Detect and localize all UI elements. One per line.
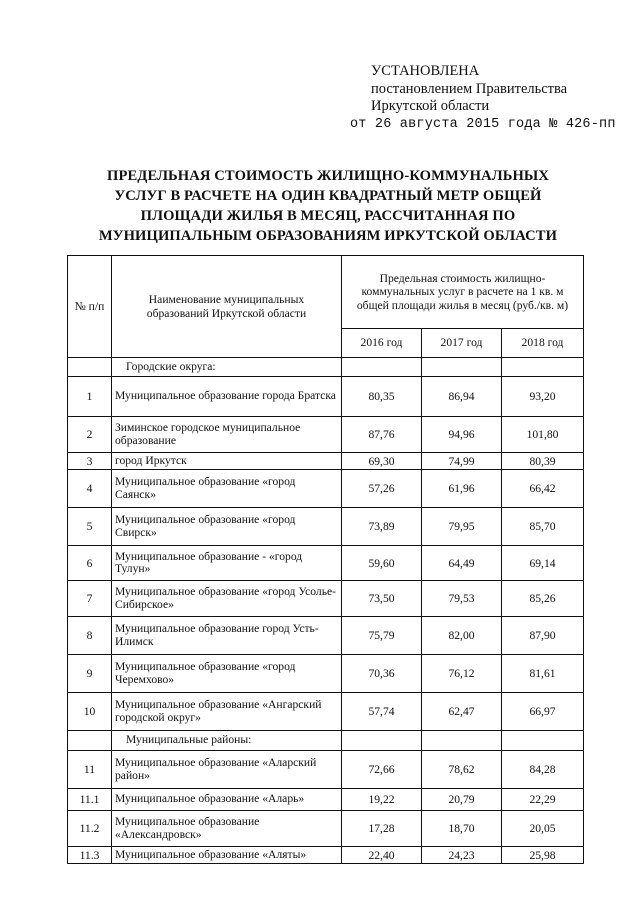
cost-2016: 75,79 — [342, 617, 422, 655]
municipality-name: Зиминское городское муниципальное образование — [112, 417, 342, 453]
municipality-name: Муниципальное образование «Аляты» — [112, 847, 342, 864]
table-row — [68, 617, 584, 655]
table-body — [68, 358, 584, 864]
row-number: 11.2 — [68, 811, 112, 847]
cost-2017: 62,47 — [422, 693, 502, 731]
cost-2017: 24,23 — [422, 847, 502, 864]
approval-stamp — [350, 63, 637, 133]
section-label-districts: Муниципальные районы: — [112, 731, 342, 751]
row-number: 4 — [68, 470, 112, 508]
cost-2016: 87,76 — [342, 417, 422, 453]
stamp-resolution: постановлением Правительства — [371, 80, 568, 97]
title-line-2: УСЛУГ В РАСЧЕТЕ НА ОДИН КВАДРАТНЫЙ МЕТР ОБЩЕЙ — [114, 188, 542, 204]
cost-2017: 18,70 — [422, 811, 502, 847]
table-row — [68, 655, 584, 693]
row-number: 11.1 — [68, 789, 112, 811]
table-row — [68, 693, 584, 731]
stamp-approved: УСТАНОВЛЕНА — [371, 63, 480, 79]
header-year-2017: 2017 год — [422, 329, 502, 358]
table-row — [68, 546, 584, 581]
row-number: 3 — [68, 453, 112, 470]
cost-2018: 80,39 — [502, 453, 584, 470]
municipality-name: Муниципальное образование «город Черемхово» — [112, 655, 342, 693]
municipality-name: Муниципальное образование города Братска — [112, 377, 342, 417]
table-row — [68, 453, 584, 470]
cost-2017: 61,96 — [422, 470, 502, 508]
cost-2016: 57,74 — [342, 693, 422, 731]
cost-2016: 72,66 — [342, 751, 422, 789]
municipality-name: город Иркутск — [112, 453, 342, 470]
cost-2017: 76,12 — [422, 655, 502, 693]
cost-2016: 70,36 — [342, 655, 422, 693]
cost-2017: 79,95 — [422, 508, 502, 546]
row-number: 11 — [68, 751, 112, 789]
cost-2018: 85,26 — [502, 581, 584, 617]
cost-2018: 20,05 — [502, 811, 584, 847]
cost-2018: 81,61 — [502, 655, 584, 693]
section-cell-empty — [342, 731, 422, 751]
table-row — [68, 470, 584, 508]
table-row — [68, 789, 584, 811]
stamp-date-number: от 26 августа 2015 года № 426-пп — [350, 116, 616, 132]
cost-2018: 85,70 — [502, 508, 584, 546]
table-row — [68, 581, 584, 617]
section-cell-empty — [68, 731, 112, 751]
section-cell-empty — [342, 358, 422, 377]
section-cell-empty — [502, 731, 584, 751]
table-row — [68, 847, 584, 864]
municipality-name: Муниципальное образование город Усть-Илимск — [112, 617, 342, 655]
row-number: 7 — [68, 581, 112, 617]
row-number: 8 — [68, 617, 112, 655]
cost-2018: 22,29 — [502, 789, 584, 811]
cost-2017: 20,79 — [422, 789, 502, 811]
cost-2017: 86,94 — [422, 377, 502, 417]
municipality-name: Муниципальное образование «город Саянск» — [112, 470, 342, 508]
header-year-2016: 2016 год — [342, 329, 422, 358]
document-title — [60, 166, 596, 246]
cost-2016: 17,28 — [342, 811, 422, 847]
cost-2016: 80,35 — [342, 377, 422, 417]
title-line-4: МУНИЦИПАЛЬНЫМ ОБРАЗОВАНИЯМ ИРКУТСКОЙ ОБЛАСТИ — [98, 228, 558, 244]
cost-2016: 57,26 — [342, 470, 422, 508]
cost-2018: 66,42 — [502, 470, 584, 508]
header-cost: Предельная стоимость жилищно-коммунальных услуг в расчете на 1 кв. м общей площади жилья в месяц (руб./кв. м) — [342, 256, 584, 329]
cost-2017: 79,53 — [422, 581, 502, 617]
section-label-cities: Городские округа: — [112, 358, 342, 377]
cost-2016: 19,22 — [342, 789, 422, 811]
cost-2017: 78,62 — [422, 751, 502, 789]
row-number: 11.3 — [68, 847, 112, 864]
title-line-1: ПРЕДЕЛЬНАЯ СТОИМОСТЬ ЖИЛИЩНО-КОММУНАЛЬНЫХ — [107, 168, 549, 184]
title-line-3: ПЛОЩАДИ ЖИЛЬЯ В МЕСЯЦ, РАССЧИТАННАЯ ПО — [140, 208, 516, 224]
row-number: 5 — [68, 508, 112, 546]
cost-2018: 87,90 — [502, 617, 584, 655]
header-number: № п/п — [68, 256, 112, 358]
cost-table — [67, 255, 584, 864]
cost-2018: 84,28 — [502, 751, 584, 789]
cost-2016: 73,50 — [342, 581, 422, 617]
table-row — [68, 751, 584, 789]
cost-2016: 22,40 — [342, 847, 422, 864]
municipality-name: Муниципальное образование «Александровск» — [112, 811, 342, 847]
row-number: 9 — [68, 655, 112, 693]
section-row-districts — [68, 731, 584, 751]
cost-2017: 94,96 — [422, 417, 502, 453]
cost-2017: 64,49 — [422, 546, 502, 581]
stamp-region: Иркутской области — [371, 98, 490, 114]
table-row — [68, 811, 584, 847]
row-number: 10 — [68, 693, 112, 731]
municipality-name: Муниципальное образование «город Усолье-Сибирское» — [112, 581, 342, 617]
municipality-name: Муниципальное образование - «город Тулун» — [112, 546, 342, 581]
cost-2018: 101,80 — [502, 417, 584, 453]
section-row-cities — [68, 358, 584, 377]
cost-2018: 93,20 — [502, 377, 584, 417]
header-municipality: Наименование муниципальных образований Иркутской области — [112, 256, 342, 358]
section-cell-empty — [422, 731, 502, 751]
row-number: 6 — [68, 546, 112, 581]
section-cell-empty — [422, 358, 502, 377]
municipality-name: Муниципальное образование «город Свирск» — [112, 508, 342, 546]
section-cell-empty — [502, 358, 584, 377]
cost-2018: 25,98 — [502, 847, 584, 864]
cost-2016: 69,30 — [342, 453, 422, 470]
cost-2018: 69,14 — [502, 546, 584, 581]
table-row — [68, 508, 584, 546]
row-number: 2 — [68, 417, 112, 453]
table-row — [68, 377, 584, 417]
cost-2017: 74,99 — [422, 453, 502, 470]
cost-2017: 82,00 — [422, 617, 502, 655]
cost-2016: 59,60 — [342, 546, 422, 581]
table-row — [68, 417, 584, 453]
cost-2016: 73,89 — [342, 508, 422, 546]
municipality-name: Муниципальное образование «Ангарский городской округ» — [112, 693, 342, 731]
section-cell-empty — [68, 358, 112, 377]
cost-2018: 66,97 — [502, 693, 584, 731]
municipality-name: Муниципальное образование «Аларский район» — [112, 751, 342, 789]
header-year-2018: 2018 год — [502, 329, 584, 358]
municipality-name: Муниципальное образование «Аларь» — [112, 789, 342, 811]
row-number: 1 — [68, 377, 112, 417]
